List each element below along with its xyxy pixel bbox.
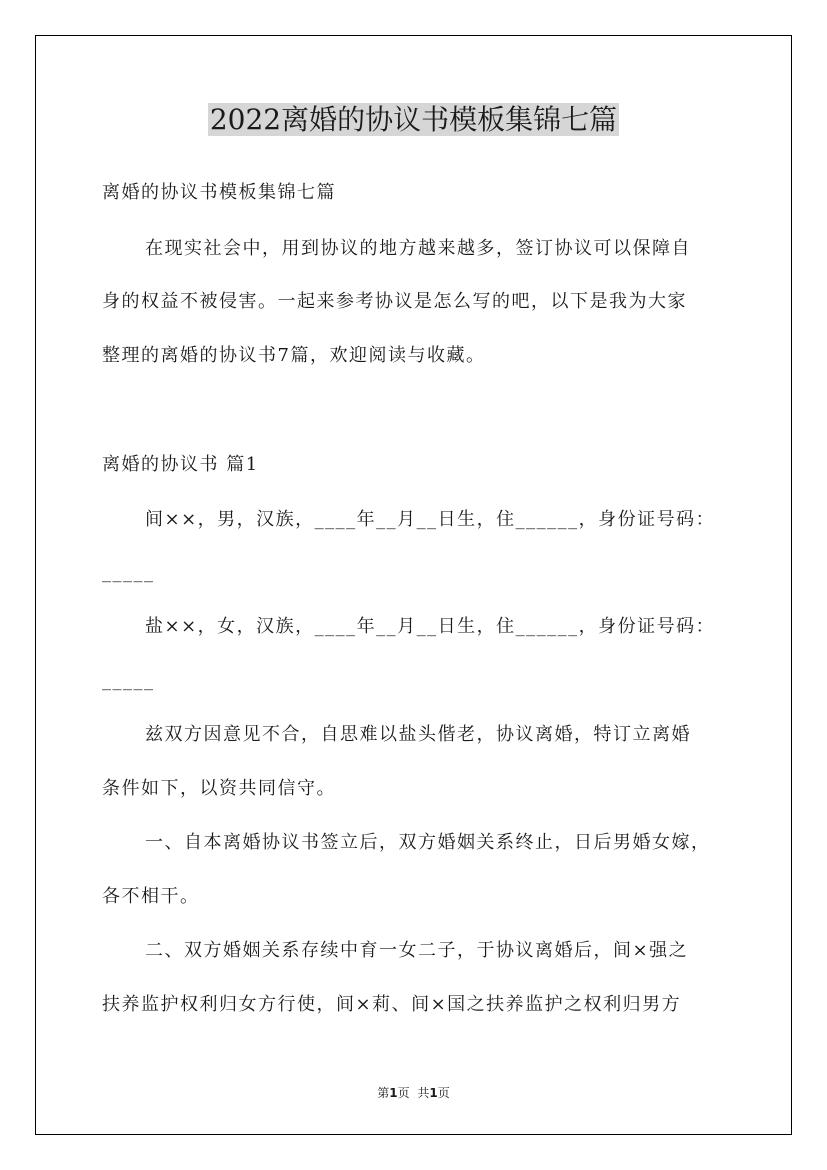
body-line: _____ <box>102 562 155 583</box>
body-line: 盐××，女，汉族，____年__月__日生，住______，身份证号码： <box>145 616 716 637</box>
section-heading: 离婚的协议书 篇1 <box>102 454 259 475</box>
intro-line: 整理的离婚的协议书7篇，欢迎阅读与收藏。 <box>102 345 486 366</box>
footer-page-suffix: 页 <box>397 1086 410 1100</box>
body-line: 间××，男，汉族，____年__月__日生，住______，身份证号码： <box>145 509 716 530</box>
body-line: 二、双方婚姻关系存续中育一女二子，于协议离婚后，间×强之 <box>145 940 689 961</box>
footer-page-number: 1 <box>389 1086 398 1100</box>
page-footer <box>0 1085 827 1101</box>
footer-total-suffix: 页 <box>437 1086 450 1100</box>
footer-total-prefix: 共 <box>417 1086 430 1100</box>
document-title-text: 2022离婚的协议书模板集锦七篇 <box>209 103 618 136</box>
document-subtitle: 离婚的协议书模板集锦七篇 <box>102 182 336 203</box>
intro-line: 在现实社会中，用到协议的地方越来越多，签订协议可以保障自 <box>145 238 691 259</box>
body-line: 一、自本离婚协议书签立后，双方婚姻关系终止，日后男婚女嫁， <box>145 832 711 853</box>
footer-total-number: 1 <box>429 1086 438 1100</box>
body-line: 兹双方因意见不合，自思难以盐头偕老，协议离婚，特订立离婚 <box>145 724 691 745</box>
body-line: _____ <box>102 670 155 691</box>
intro-line: 身的权益不被侵害。一起来参考协议是怎么写的吧，以下是我为大家 <box>102 291 687 312</box>
body-line: 条件如下，以资共同信守。 <box>102 778 336 799</box>
footer-page-prefix: 第 <box>377 1086 390 1100</box>
body-line: 各不相干。 <box>102 886 200 907</box>
document-title <box>0 100 827 140</box>
body-line: 扶养监护权利归女方行使，间×莉、间×国之扶养监护之权利归男方 <box>102 994 682 1015</box>
